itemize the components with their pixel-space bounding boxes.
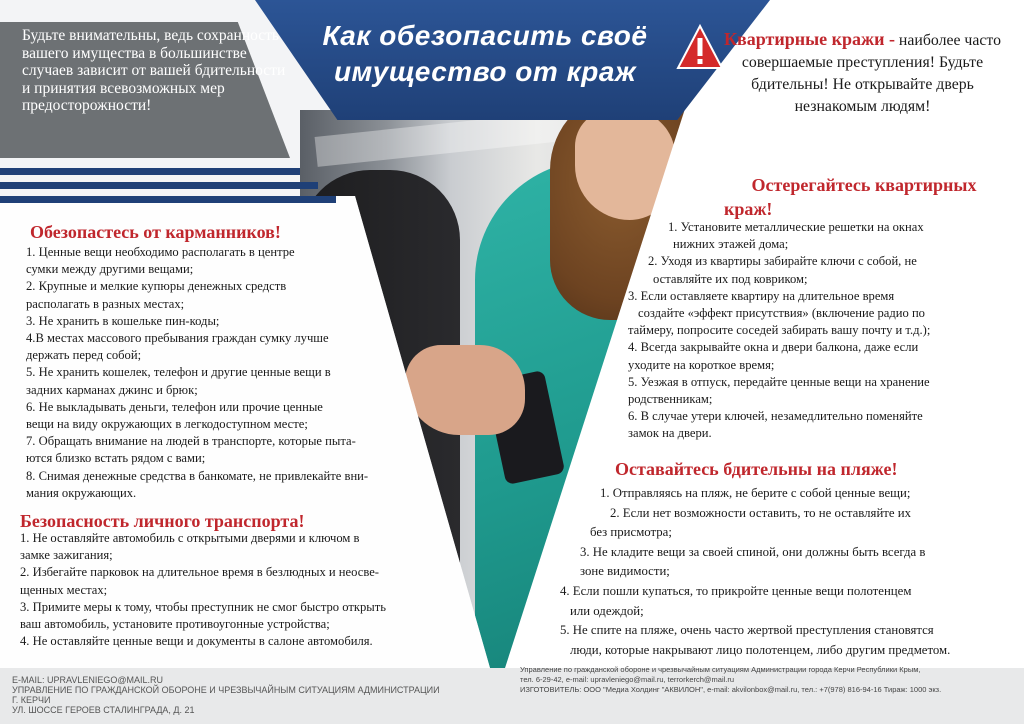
pickpockets-line: 4.В местах массового пребывания граждан сумку лучше bbox=[26, 331, 329, 346]
apartment-line: замок на двери. bbox=[628, 426, 712, 441]
apartment-line: нижних этажей дома; bbox=[673, 237, 789, 252]
transport-line: щенных местах; bbox=[20, 582, 108, 597]
right-intro-text: наиболее часто совершаемые преступления! Будьте бдительны! Не открывайте дверь незнакомым людям! bbox=[741, 32, 1001, 115]
beach-line: или одеждой; bbox=[570, 603, 644, 618]
right-intro bbox=[715, 28, 1010, 118]
transport-line: замке зажигания; bbox=[20, 548, 113, 563]
pickpockets-line: сумки между другими вещами; bbox=[26, 262, 194, 277]
pickpockets-line: мания окружающих. bbox=[26, 485, 137, 500]
beach-line: 2. Если нет возможности оставить, то не оставляйте их bbox=[610, 505, 912, 520]
apartment-line: оставляйте их под ковриком; bbox=[653, 271, 808, 286]
footer-publisher-org: Управление по гражданской обороне и чрезвычайным ситуациям Администрации города Керчи Республики Крым, bbox=[520, 665, 921, 674]
pickpockets-line: 2. Крупные и мелкие купюры денежных средств bbox=[26, 279, 287, 294]
footer-right bbox=[520, 665, 1020, 695]
beach-list bbox=[560, 484, 1015, 660]
pickpockets-line: 8. Снимая денежные средства в банкомате, не привлекайте вни- bbox=[26, 468, 369, 483]
pickpockets-line: 1. Ценные вещи необходимо располагать в центре bbox=[26, 245, 295, 259]
blue-stripe-1 bbox=[0, 168, 300, 175]
apartment-line: 5. Уезжая в отпуск, передайте ценные вещи на хранение bbox=[628, 374, 930, 389]
blue-stripe-3 bbox=[0, 196, 336, 203]
pickpockets-list bbox=[26, 244, 386, 502]
apartment-line: уходите на короткое время; bbox=[628, 357, 775, 372]
title-line-2: имущество от краж bbox=[333, 56, 637, 87]
pickpockets-line: держать перед собой; bbox=[26, 348, 142, 363]
apartment-line: 1. Установите металлические решетки на окнах bbox=[668, 220, 924, 234]
page-title bbox=[255, 18, 715, 90]
footer-address: УЛ. ШОССЕ ГЕРОЕВ СТАЛИНГРАДА, Д. 21 bbox=[12, 705, 195, 715]
pickpockets-line: 3. Не хранить в кошельке пин-коды; bbox=[26, 313, 220, 328]
blue-stripe-2 bbox=[0, 182, 318, 189]
transport-list bbox=[20, 530, 450, 650]
beach-heading: Оставайтесь бдительны на пляже! bbox=[615, 459, 898, 479]
transport-heading: Безопасность личного транспорта! bbox=[20, 511, 305, 531]
right-intro-heading: Квартирные кражи - bbox=[723, 29, 895, 49]
transport-line: 3. Примите меры к тому, чтобы преступник не смог быстро открыть bbox=[20, 599, 387, 614]
apartment-heading-line-1: Остерегайтесь квартирных bbox=[751, 175, 977, 195]
footer-email: E-MAIL: UPRAVLENIEGO@MAIL.RU bbox=[12, 675, 164, 685]
apartment-list bbox=[628, 219, 1013, 443]
transport-line: 4. Не оставляйте ценные вещи и документы в салоне автомобиля. bbox=[20, 634, 373, 649]
footer-left bbox=[12, 675, 442, 715]
apartment-heading-line-2: краж! bbox=[724, 199, 773, 219]
beach-line: зоне видимости; bbox=[580, 564, 670, 579]
beach-line: люди, которые накрывают лицо полотенцем, либо другим предметом. bbox=[570, 642, 951, 657]
pickpockets-line: 6. Не выкладывать деньги, телефон или прочие ценные bbox=[26, 399, 323, 414]
beach-line: 4. Если пошли купаться, то прикройте ценные вещи полотенцем bbox=[560, 583, 912, 598]
pickpockets-line: задних карманах джинс и брюк; bbox=[26, 382, 198, 397]
intro-text: Будьте внимательны, ведь сохранность вашего имущества в большинстве случаев зависит от вашей бдительности и принятия всевозможных мер предосторожности! bbox=[22, 27, 286, 114]
transport-line: ваш автомобиль, установите противоугонные устройства; bbox=[20, 617, 330, 632]
footer-org: УПРАВЛЕНИЕ ПО ГРАЖДАНСКОЙ ОБОРОНЕ И ЧРЕЗВЫЧАЙНЫМ СИТУАЦИЯМ АДМИНИСТРАЦИИ Г. КЕРЧИ bbox=[12, 685, 440, 705]
apartment-heading bbox=[724, 173, 1004, 221]
pickpockets-line: ются близко встать рядом с вами; bbox=[26, 451, 206, 466]
apartment-line: таймеру, попросите соседей забирать вашу почту и т.д.); bbox=[628, 323, 931, 338]
pickpockets-line: вещи на виду окружающих в легкодоступном месте; bbox=[26, 417, 308, 432]
beach-line: без присмотра; bbox=[590, 525, 672, 540]
apartment-line: создайте «эффект присутствия» (включение радио по bbox=[638, 306, 925, 321]
apartment-line: 3. Если оставляете квартиру на длительное время bbox=[628, 288, 895, 303]
title-line-1: Как обезопасить своё bbox=[322, 20, 648, 51]
transport-line: 1. Не оставляйте автомобиль с открытыми дверями и ключом в bbox=[20, 531, 360, 545]
apartment-line: родственникам; bbox=[628, 392, 713, 407]
apartment-line: 2. Уходя из квартиры забирайте ключи с собой, не bbox=[648, 254, 917, 269]
beach-line: 1. Отправляясь на пляж, не берите с собой ценные вещи; bbox=[600, 486, 911, 500]
pickpockets-heading: Обезопастесь от карманников! bbox=[30, 222, 281, 242]
footer-publisher-contacts: тел. 6-29-42, e-mail: upravleniego@mail.ru, terrorkerch@mail.ru bbox=[520, 675, 735, 684]
pickpockets-line: 7. Обращать внимание на людей в транспорте, которые пыта- bbox=[26, 434, 356, 449]
transport-line: 2. Избегайте парковок на длительное время в безлюдных и неосве- bbox=[20, 565, 379, 580]
apartment-line: 4. Всегда закрывайте окна и двери балкона, даже если bbox=[628, 340, 919, 355]
beach-line: 3. Не кладите вещи за своей спиной, они должны быть всегда в bbox=[580, 544, 926, 559]
apartment-line: 6. В случае утери ключей, незамедлительно поменяйте bbox=[628, 409, 923, 424]
pickpockets-line: 5. Не хранить кошелек, телефон и другие ценные вещи в bbox=[26, 365, 331, 380]
footer-manufacturer: ИЗГОТОВИТЕЛЬ: ООО "Медиа Холдинг "АКВИЛОН", e-mail: akvilonbox@mail.ru, тел.: +7(978) 816-94-16 Тираж: 1000 экз. bbox=[520, 685, 942, 694]
beach-line: 5. Не спите на пляже, очень часто жертвой преступления становятся bbox=[560, 623, 934, 638]
pickpockets-line: располагать в разных местах; bbox=[26, 296, 185, 311]
